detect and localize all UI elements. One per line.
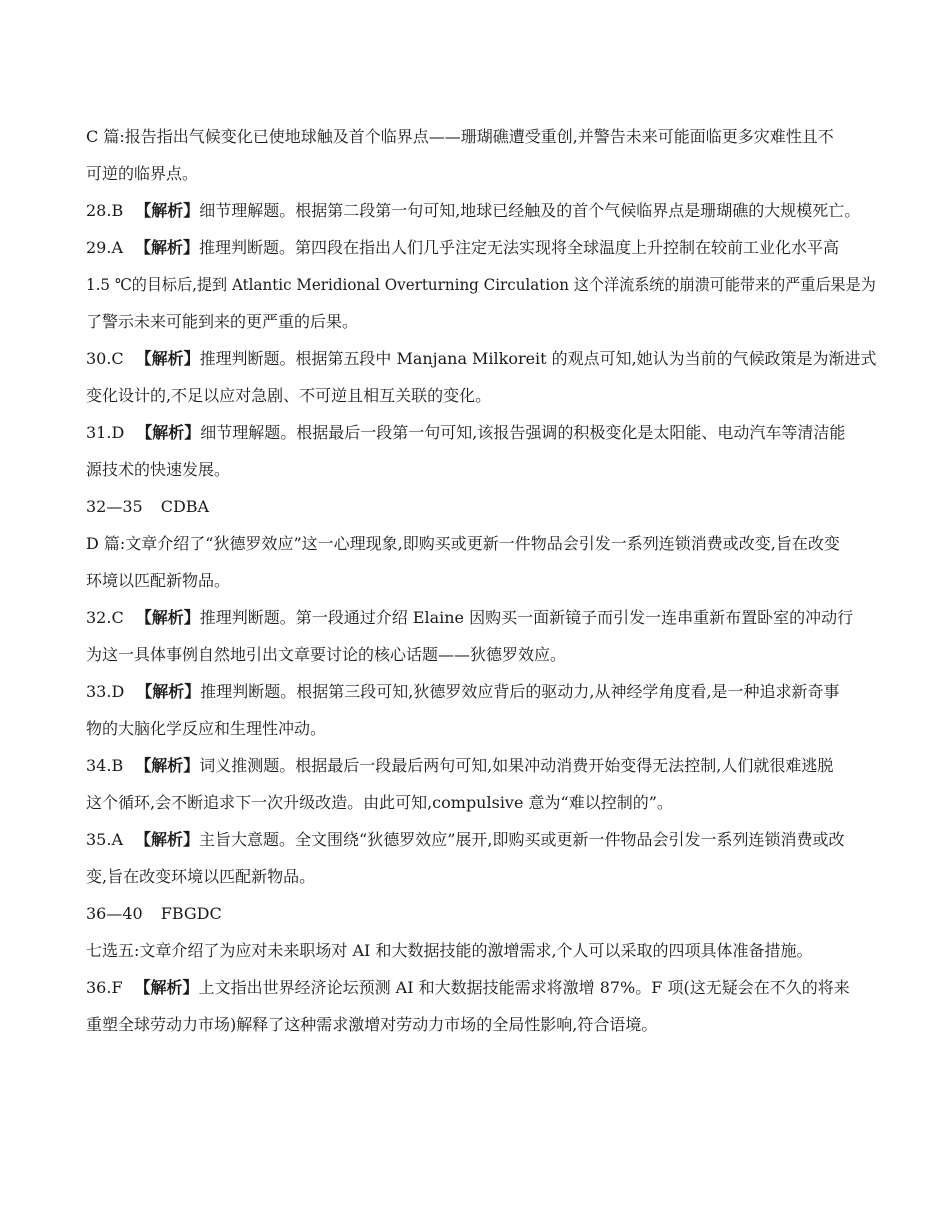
analysis-tag: 【解析】	[135, 756, 200, 775]
explanation-text: 推理判断题。第四段在指出人们几乎注定无法实现将全球温度上升控制在较前工业化水平高	[199, 238, 840, 257]
summary-line: C 篇:报告指出气候变化已使地球触及首个临界点——珊瑚礁遭受重创,并警告未来可能面临更多灾难性且不	[86, 127, 834, 146]
analysis-tag: 【解析】	[135, 830, 200, 849]
answer-key-line	[86, 895, 876, 932]
explanation-item	[86, 414, 876, 451]
analysis-tag: 【解析】	[134, 978, 199, 997]
explanation-text: 细节理解题。根据第二段第一句可知,地球已经触及的首个气候临界点是珊瑚礁的大规模死亡。	[199, 201, 861, 220]
summary-line: 七选五:文章介绍了为应对未来职场对 AI 和大数据技能的激增需求,个人可以采取的四项具体准备措施。	[86, 941, 813, 960]
answer-key: CDBA	[160, 497, 210, 516]
explanation-text: 词义推测题。根据最后一段最后两句可知,如果冲动消费开始变得无法控制,人们就很难逃脱	[199, 756, 834, 775]
explanation-text: 推理判断题。根据第三段可知,狄德罗效应背后的驱动力,从神经学角度看,是一种追求新奇事	[200, 682, 840, 701]
analysis-tag: 【解析】	[136, 423, 201, 442]
analysis-tag: 【解析】	[135, 349, 200, 368]
explanation-text: 细节理解题。根据最后一段第一句可知,该报告强调的积极变化是太阳能、电动汽车等清洁能	[200, 423, 846, 442]
question-number: 29.A	[86, 238, 123, 257]
explanation-text: 上文指出世界经济论坛预测 AI 和大数据技能需求将激增 87%。F 项(这无疑会在不久的将来	[198, 978, 850, 997]
explanation-text: 主旨大意题。全文围绕“狄德罗效应”展开,即购买或更新一件物品会引发一系列连锁消费或改	[199, 830, 845, 849]
explanation-continuation: 这个循环,会不断追求下一次升级改造。由此可知,compulsive 意为“难以控制的”。	[86, 793, 673, 812]
question-number: 35.A	[86, 830, 123, 849]
answer-key-line	[86, 488, 876, 525]
explanation-continuation: 了警示未来可能到来的更严重的后果。	[86, 312, 359, 331]
analysis-tag: 【解析】	[136, 682, 201, 701]
explanation-item	[86, 969, 876, 1006]
explanation-item	[86, 340, 875, 377]
answer-explanation-page	[86, 118, 876, 1043]
explanation-item	[86, 229, 876, 266]
question-number: 30.C	[86, 349, 124, 368]
explanation-continuation: 为这一具体事例自然地引出文章要讨论的核心话题——狄德罗效应。	[86, 645, 567, 664]
summary-line: 可逆的临界点。	[86, 164, 199, 183]
question-number: 36.F	[86, 978, 123, 997]
explanation-text: 推理判断题。根据第五段中 Manjana Milkoreit 的观点可知,她认为当前的气候政策是为渐进式	[199, 349, 877, 368]
question-number: 32.C	[86, 608, 124, 627]
explanation-item	[86, 747, 876, 784]
analysis-tag: 【解析】	[135, 238, 200, 257]
question-number: 33.D	[86, 682, 125, 701]
explanation-item	[86, 192, 876, 229]
summary-line: D 篇:文章介绍了“狄德罗效应”这一心理现象,即购买或更新一件物品会引发一系列连锁消费或改变,旨在改变	[86, 534, 840, 553]
explanation-continuation: 变化设计的,不足以应对急剧、不可逆且相互关联的变化。	[86, 386, 492, 405]
explanation-continuation: 物的大脑化学反应和生理性冲动。	[86, 719, 327, 738]
explanation-item	[86, 599, 876, 636]
explanation-continuation: 1.5 ℃的目标后,提到 Atlantic Meridional Overturning Circulation 这个洋流系统的崩溃可能带来的严重后果是为	[86, 275, 876, 294]
answer-range: 36—40	[86, 904, 143, 923]
question-number: 34.B	[86, 756, 124, 775]
analysis-tag: 【解析】	[135, 608, 200, 627]
question-number: 28.B	[86, 201, 124, 220]
explanation-item	[86, 673, 876, 710]
explanation-item	[86, 821, 876, 858]
summary-line: 环境以匹配新物品。	[86, 571, 231, 590]
analysis-tag: 【解析】	[135, 201, 200, 220]
answer-key: FBGDC	[160, 904, 222, 923]
question-number: 31.D	[86, 423, 125, 442]
explanation-continuation: 变,旨在改变环境以匹配新物品。	[86, 867, 316, 886]
explanation-continuation: 源技术的快速发展。	[86, 460, 231, 479]
explanation-continuation: 重塑全球劳动力市场)解释了这种需求激增对劳动力市场的全局性影响,符合语境。	[86, 1015, 658, 1034]
answer-range: 32—35	[86, 497, 143, 516]
explanation-text: 推理判断题。第一段通过介绍 Elaine 因购买一面新镜子而引发一连串重新布置卧室的冲动行	[199, 608, 854, 627]
